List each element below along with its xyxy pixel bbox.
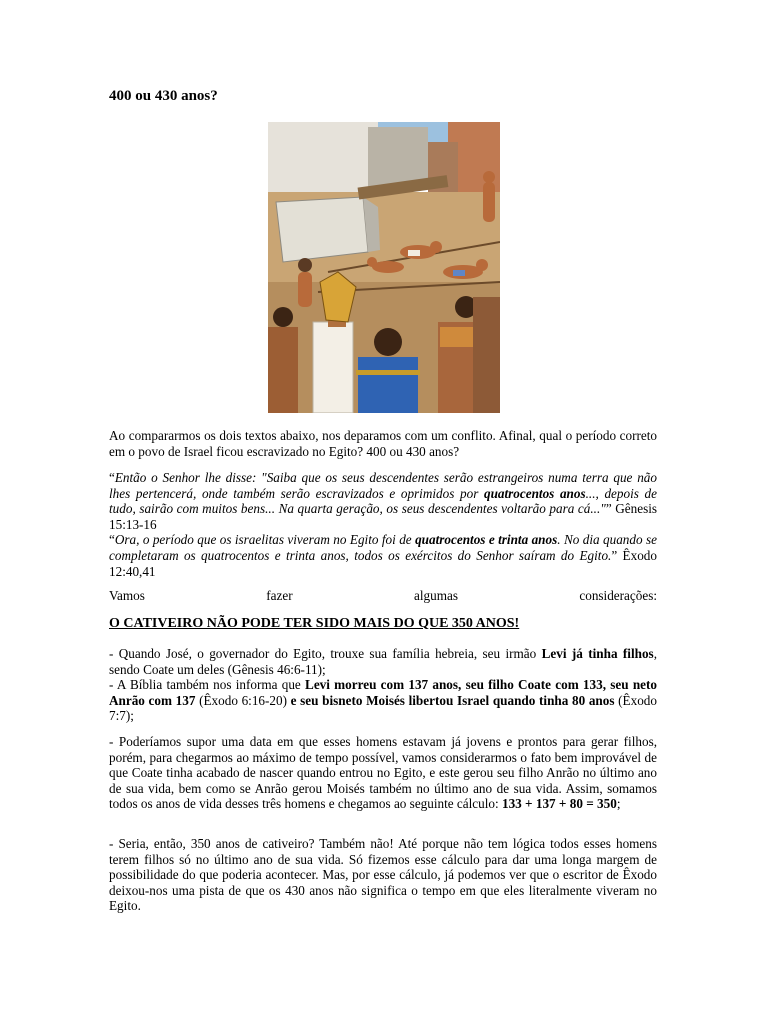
suppose-paragraph: - Poderíamos supor uma data em que esses homens estavam já jovens e prontos para gerar filhos, porém, para chegarmos ao máximo de tempo possível, vamos considerarmos o fato bem improvável de que Coate tinha acabado de nascer quando entrou no Egito, e este gerou seu filho Anrão no último ano de sua vida, bem como se Anrão gerou Moisés também no último ano de sua vida. Assim, somamos todos os anos de vida desses três homens e chegamos ao seguinte cálculo: 133 + 137 + 80 = 350; — [109, 734, 657, 812]
conclusion-paragraph: - Seria, então, 350 anos de cativeiro? Também não! Até porque não tem lógica todos esses homens terem filhos só no último ano de sua vida. Só fizemos esse cálculo para dar uma longa margem de possibilidade do que poderia acontecer. Mas, por esse cálculo, já podemos ver que o escritor de Êxodo deixou-nos uma pista de que os 430 anos não significa o tempo em que eles literalmente viveram no Egito. — [109, 836, 657, 914]
quotes-block — [109, 470, 657, 579]
bullets-block — [109, 646, 657, 724]
bullet-1: - Quando José, o governador do Egito, trouxe sua família hebreia, seu irmão Levi já tinha filhos, sendo Coate um deles (Gênesis 46:6-11); — [109, 646, 657, 677]
intro-paragraph: Ao compararmos os dois textos abaixo, nos deparamos com um conflito. Afinal, qual o período correto em o povo de Israel ficou escravizado no Egito? 400 ou 430 anos? — [109, 428, 657, 459]
quote2: “Ora, o período que os israelitas viveram no Egito foi de quatrocentos e trinta anos. No dia quando se completaram os quatrocentos e trinta anos, todos os exércitos do Senhor saíram do Egito.” Êxodo 12:40,41 — [109, 532, 657, 579]
bullet-2: - A Bíblia também nos informa que Levi morreu com 137 anos, seu filho Coate com 133, seu neto Anrão com 137 (Êxodo 6:16-20) e seu bisneto Moisés libertou Israel quando tinha 80 anos (Êxodo 7:7); — [109, 677, 658, 724]
illustration-image — [268, 122, 500, 413]
considerations-line: Vamos fazer algumas considerações: — [109, 588, 657, 603]
section-heading: O CATIVEIRO NÃO PODE TER SIDO MAIS DO QUE 350 ANOS! — [109, 616, 520, 631]
page-title: 400 ou 430 anos? — [109, 88, 218, 104]
quote1: “Então o Senhor lhe disse: "Saiba que os seus descendentes serão estrangeiros numa terra que não lhes pertencerá, onde também serão escravizados e oprimidos por quatrocentos anos..., depois de tudo, sairão com muitos bens... Na quarta geração, os seus descendentes voltarão para cá..."” Gênesis 15:13-16 — [109, 470, 658, 532]
painting-svg — [268, 122, 500, 413]
